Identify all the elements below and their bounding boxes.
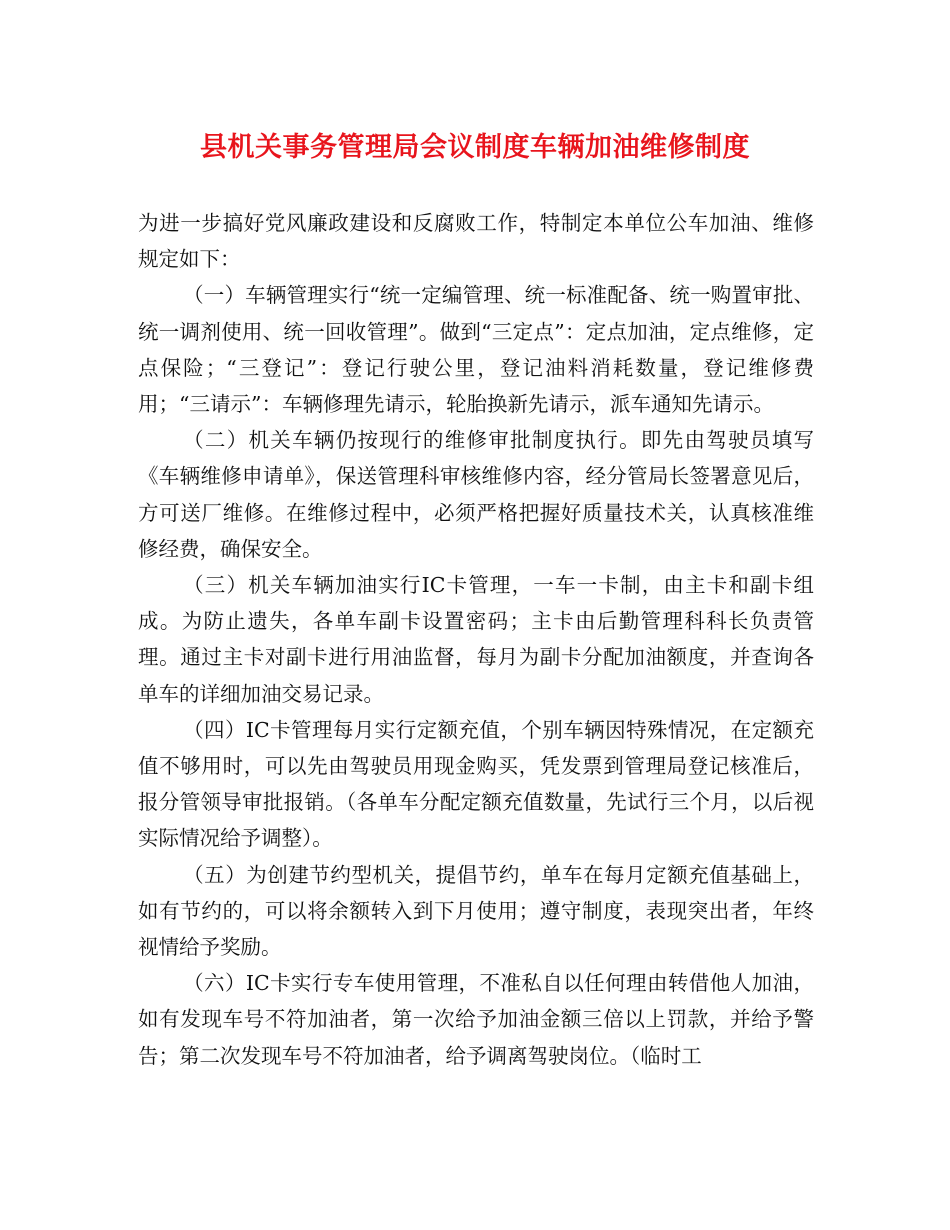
- document-body: [138, 205, 814, 1074]
- paragraph-2: （二）机关车辆仍按现行的维修审批制度执行。即先由驾驶员填写《车辆维修申请单》，保送管理科审核维修内容，经分管局长签署意见后，方可送厂维修。在维修过程中，必须严格把握好质量技术关，认真核准维修经费，确保安全。: [138, 428, 814, 561]
- paragraph-3: （三）机关车辆加油实行IC卡管理，一车一卡制，由主卡和副卡组成。为防止遗失，各单车副卡设置密码；主卡由后勤管理科科长负责管理。通过主卡对副卡进行用油监督，每月为副卡分配加油额度，并查询各单车的详细加油交易记录。: [138, 573, 814, 706]
- paragraph-4: （四）IC卡管理每月实行定额充值，个别车辆因特殊情况，在定额充值不够用时，可以先由驾驶员用现金购买，凭发票到管理局登记核准后，报分管领导审批报销。（各单车分配定额充值数量，先试行三个月，以后视实际情况给予调整）。: [138, 717, 814, 851]
- document-title: 县机关事务管理局会议制度车辆加油维修制度: [200, 132, 750, 163]
- intro-paragraph: 为进一步搞好党风廉政建设和反腐败工作，特制定本单位公车加油、维修规定如下：: [138, 211, 814, 272]
- paragraph-5: （五）为创建节约型机关，提倡节约，单车在每月定额充值基础上，如有节约的，可以将余额转入到下月使用；遵守制度，表现突出者，年终视情给予奖励。: [138, 862, 814, 960]
- paragraph-6: （六）IC卡实行专车使用管理，不准私自以任何理由转借他人加油，如有发现车号不符加油者，第一次给予加油金额三倍以上罚款，并给予警告；第二次发现车号不符加油者，给予调离驾驶岗位。（临时工: [138, 971, 814, 1068]
- paragraph-1: （一）车辆管理实行“统一定编管理、统一标准配备、统一购置审批、统一调剂使用、统一回收管理”。做到“三定点”：定点加油，定点维修，定点保险；“三登记”：登记行驶公里，登记油料消耗数量，登记维修费用；“三请示”：车辆修理先请示，轮胎换新先请示，派车通知先请示。: [138, 283, 814, 417]
